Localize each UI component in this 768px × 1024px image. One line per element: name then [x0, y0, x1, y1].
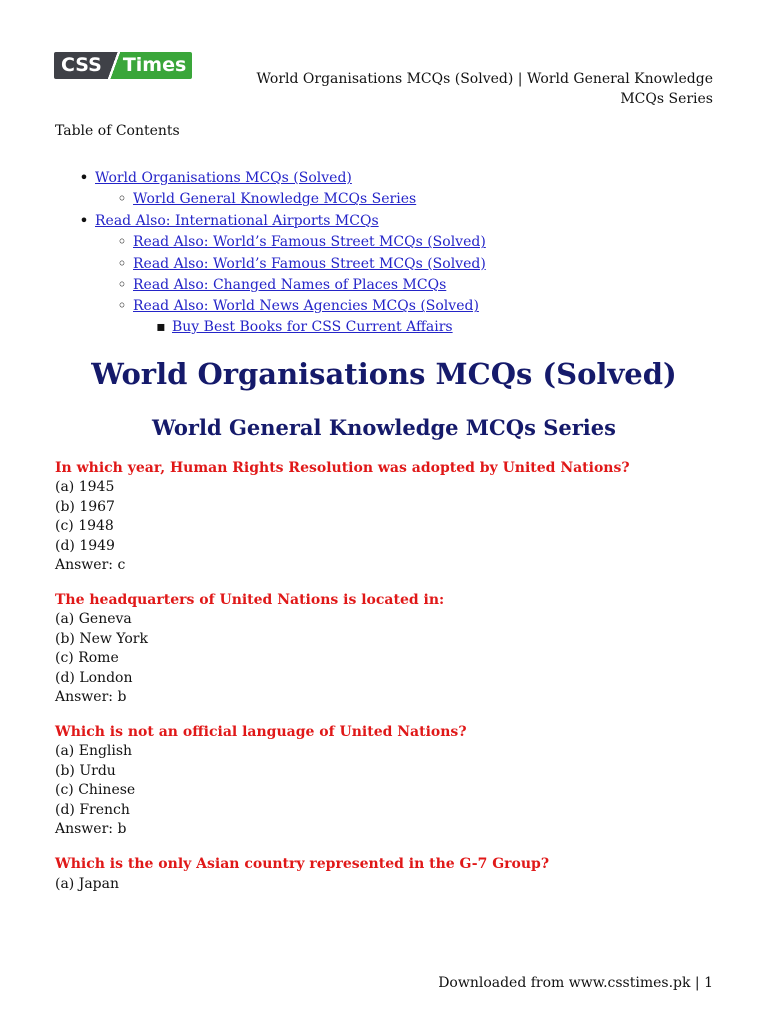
- toc-item: [55, 275, 486, 296]
- option: (d) 1949: [55, 537, 115, 554]
- toc-item: [55, 189, 486, 210]
- option: (b) 1967: [55, 498, 115, 515]
- logo-slash: [108, 52, 120, 79]
- mcq-item: [55, 591, 715, 707]
- mcq-item: [55, 855, 715, 894]
- circle-bullet-icon: [115, 254, 129, 275]
- disc-bullet-icon: [77, 211, 91, 232]
- mcq-list: [55, 459, 715, 910]
- table-of-contents: [55, 168, 486, 337]
- toc-link-famous-street-1[interactable]: Read Also: World’s Famous Street MCQs (Solved): [133, 234, 486, 251]
- page-title: World Organisations MCQs (Solved): [91, 357, 677, 391]
- logo-times-text: Times: [120, 52, 192, 79]
- header-title-line2: MCQs Series: [620, 91, 713, 107]
- toc-link-famous-street-2[interactable]: Read Also: World’s Famous Street MCQs (Solved): [133, 255, 486, 272]
- option: (d) London: [55, 669, 133, 686]
- option: (a) English: [55, 743, 133, 760]
- toc-item: [55, 168, 486, 189]
- mcq-item: [55, 459, 715, 575]
- question-text: Which is the only Asian country represented in the G-7 Group?: [55, 856, 550, 873]
- option: (a) Geneva: [55, 611, 132, 628]
- logo-css-text: CSS: [54, 52, 108, 79]
- toc-link-news-agencies[interactable]: Read Also: World News Agencies MCQs (Solved): [133, 298, 479, 315]
- toc-item: [55, 254, 486, 275]
- question-text: Which is not an official language of United Nations?: [55, 724, 467, 741]
- toc-item: [55, 232, 486, 253]
- toc-link-world-gk-series[interactable]: World General Knowledge MCQs Series: [133, 191, 417, 208]
- circle-bullet-icon: [115, 296, 129, 317]
- toc-label: Table of Contents: [55, 123, 180, 139]
- square-bullet-icon: [154, 318, 168, 337]
- mcq-item: [55, 723, 715, 839]
- option: (a) 1945: [55, 479, 115, 496]
- circle-bullet-icon: [115, 189, 129, 210]
- option: (b) Urdu: [55, 762, 116, 779]
- circle-bullet-icon: [115, 275, 129, 296]
- toc-link-world-organisations[interactable]: World Organisations MCQs (Solved): [95, 170, 352, 186]
- option: (c) Rome: [55, 650, 119, 667]
- toc-item: [55, 211, 486, 232]
- page-footer: Downloaded from www.csstimes.pk | 1: [438, 975, 713, 991]
- disc-bullet-icon: [77, 168, 91, 189]
- question-text: The headquarters of United Nations is located in:: [55, 592, 445, 609]
- option: (a) Japan: [55, 875, 120, 892]
- header-title-line1: World Organisations MCQs (Solved) | World General Knowledge: [256, 71, 713, 87]
- toc-item: [55, 318, 486, 337]
- option: (c) 1948: [55, 518, 114, 535]
- circle-bullet-icon: [115, 232, 129, 253]
- toc-item: [55, 296, 486, 317]
- answer: Answer: b: [55, 821, 127, 838]
- csstimes-logo: [54, 52, 192, 79]
- page-subtitle: World General Knowledge MCQs Series: [152, 415, 616, 440]
- option: (b) New York: [55, 630, 148, 647]
- question-text: In which year, Human Rights Resolution was adopted by United Nations?: [55, 460, 630, 476]
- toc-link-changed-names[interactable]: Read Also: Changed Names of Places MCQs: [133, 277, 447, 294]
- answer: Answer: b: [55, 689, 127, 706]
- option: (d) French: [55, 801, 130, 818]
- toc-link-international-airports[interactable]: Read Also: International Airports MCQs: [95, 212, 379, 229]
- answer: Answer: c: [55, 557, 126, 574]
- header-title: [243, 69, 713, 109]
- toc-link-buy-books[interactable]: Buy Best Books for CSS Current Affairs: [172, 318, 453, 335]
- option: (c) Chinese: [55, 782, 136, 799]
